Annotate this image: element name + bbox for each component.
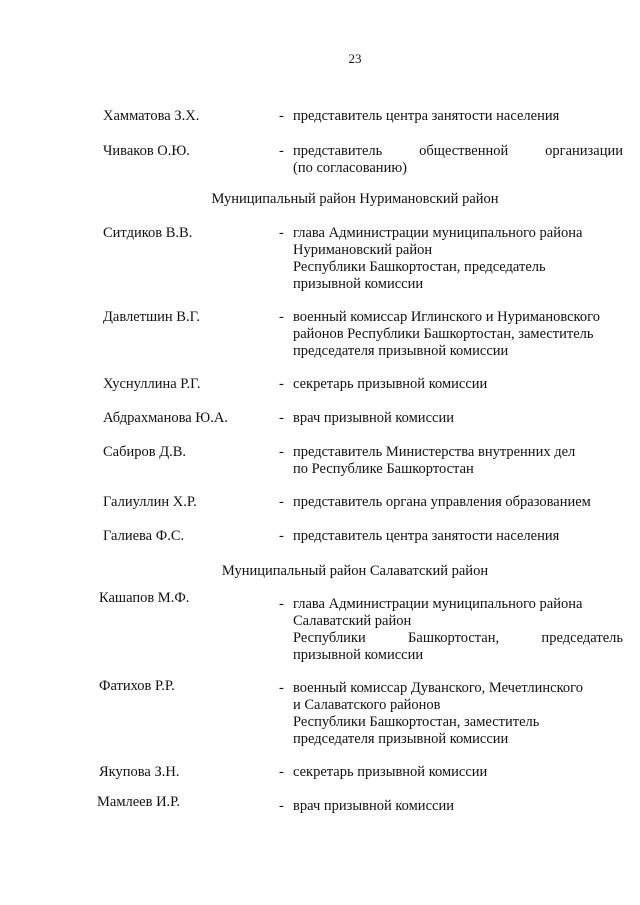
- role-line: представитель центра занятости населения: [293, 108, 560, 124]
- section-heading: Муниципальный район Нуримановский район: [211, 191, 499, 207]
- member-role: [293, 528, 623, 545]
- entry-dash: -: [279, 764, 284, 780]
- role-line: призывной комиссии: [293, 647, 424, 663]
- entry-dash: -: [279, 225, 284, 241]
- member-role: [293, 444, 623, 478]
- member-name: Чиваков О.Ю.: [103, 143, 190, 159]
- member-role: [293, 596, 623, 664]
- entry-dash: -: [279, 596, 284, 612]
- role-line: представитель органа управления образованием: [293, 494, 591, 510]
- entry-dash: -: [279, 444, 284, 460]
- member-role: [293, 143, 623, 177]
- entry-dash: -: [279, 798, 284, 814]
- member-name: Давлетшин В.Г.: [103, 309, 200, 325]
- member-role: [293, 410, 623, 427]
- member-name: Мамлеев И.Р.: [97, 794, 181, 810]
- entry-dash: -: [279, 494, 284, 510]
- member-name: Сабиров Д.В.: [103, 444, 187, 460]
- role-line: Республики Башкортостан, председатель: [293, 259, 546, 275]
- member-role: [293, 108, 623, 125]
- role-line: по Республике Башкортостан: [293, 461, 474, 477]
- role-line: глава Администрации муниципального района: [293, 596, 583, 612]
- member-name: Абдрахманова Ю.А.: [103, 410, 228, 426]
- role-line: врач призывной комиссии: [293, 798, 454, 814]
- section-heading: Муниципальный район Салаватский район: [221, 563, 489, 579]
- role-line: Республики Башкортостан, председатель: [293, 630, 623, 646]
- role-line: Республики Башкортостан, заместитель: [293, 714, 540, 730]
- entry-dash: -: [279, 309, 284, 325]
- member-role: [293, 376, 623, 393]
- member-role: [293, 764, 623, 781]
- member-name: Якупова З.Н.: [99, 764, 180, 780]
- member-role: [293, 798, 623, 815]
- role-line: глава Администрации муниципального района: [293, 225, 583, 241]
- role-line: председателя призывной комиссии: [293, 731, 509, 747]
- role-line: представитель Министерства внутренних дел: [293, 444, 576, 460]
- role-line: представитель общественной организации: [293, 143, 623, 159]
- role-line: председателя призывной комиссии: [293, 343, 509, 359]
- member-name: Ситдиков В.В.: [103, 225, 193, 241]
- entry-dash: -: [279, 680, 284, 696]
- role-line: секретарь призывной комиссии: [293, 376, 488, 392]
- entry-dash: -: [279, 376, 284, 392]
- role-line: военный комиссар Иглинского и Нуримановского: [293, 309, 600, 325]
- page-number: 23: [348, 51, 362, 66]
- role-line: секретарь призывной комиссии: [293, 764, 488, 780]
- member-name: Хуснуллина Р.Г.: [103, 376, 201, 392]
- member-name: Фатихов Р.Р.: [99, 678, 175, 694]
- member-role: [293, 225, 623, 293]
- member-role: [293, 309, 623, 360]
- member-name: Галиева Ф.С.: [103, 528, 185, 544]
- role-line: военный комиссар Дуванского, Мечетлинского: [293, 680, 583, 696]
- entry-dash: -: [279, 143, 284, 159]
- role-line: Нуримановский район: [293, 242, 433, 258]
- member-role: [293, 680, 623, 748]
- member-name: Галиуллин Х.Р.: [103, 494, 197, 510]
- member-name: Кашапов М.Ф.: [99, 590, 190, 606]
- member-name: Хамматова З.Х.: [103, 108, 200, 124]
- role-line: призывной комиссии: [293, 276, 424, 292]
- role-line: представитель центра занятости населения: [293, 528, 560, 544]
- member-role: [293, 494, 623, 511]
- role-line: районов Республики Башкортостан, заместитель: [293, 326, 594, 342]
- role-line: врач призывной комиссии: [293, 410, 454, 426]
- entry-dash: -: [279, 108, 284, 124]
- role-line: Салаватский район: [293, 613, 412, 629]
- role-line: (по согласованию): [293, 160, 407, 176]
- role-line: и Салаватского районов: [293, 697, 441, 713]
- entry-dash: -: [279, 410, 284, 426]
- entry-dash: -: [279, 528, 284, 544]
